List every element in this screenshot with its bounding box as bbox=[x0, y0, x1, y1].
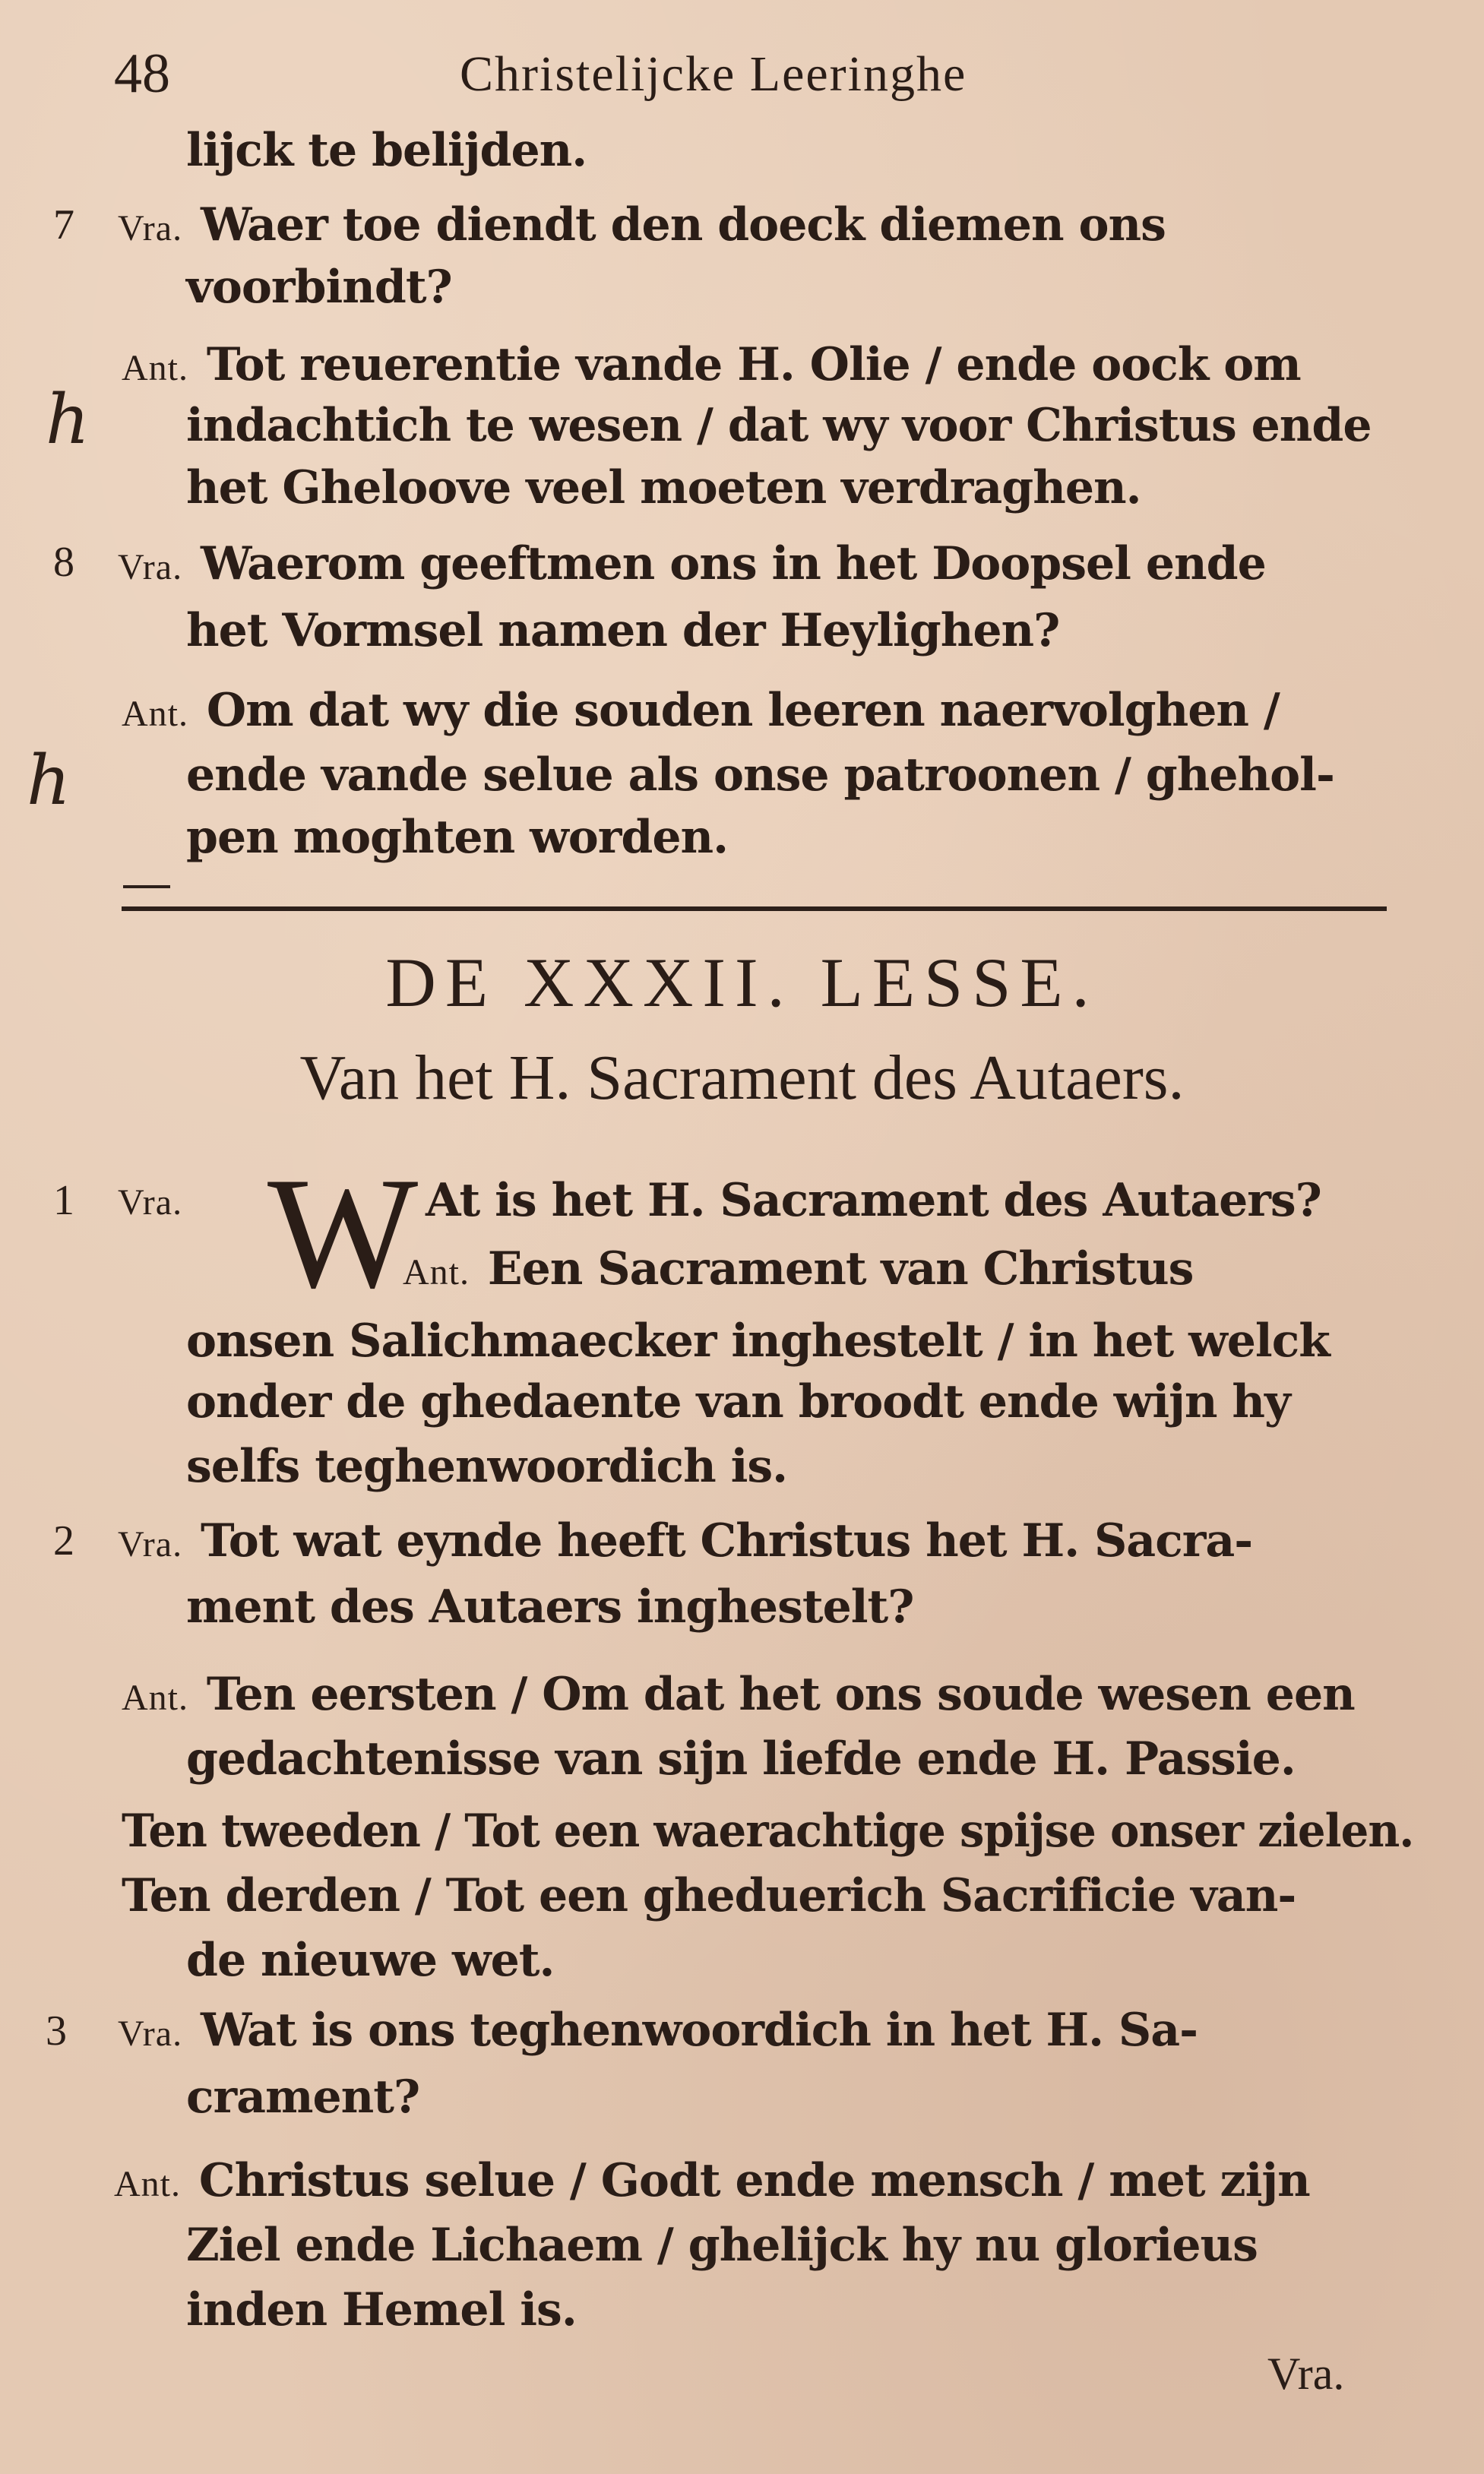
answer-line bbox=[122, 1668, 1355, 1721]
extra-line: Ten derden / Tot een gheduerich Sacrificie van- bbox=[122, 1869, 1296, 1922]
question-text: het Vormsel namen der Heylighen? bbox=[186, 604, 1060, 657]
question-label: Vra. bbox=[118, 1182, 183, 1223]
item-number: 3 bbox=[46, 2007, 67, 2055]
item-number: 8 bbox=[53, 539, 74, 586]
answer-text: gedachtenisse van sijn liefde ende H. Passie. bbox=[186, 1732, 1296, 1786]
answer-text: pen moghten worden. bbox=[186, 811, 729, 864]
answer-text: het Gheloove veel moeten verdraghen. bbox=[186, 461, 1141, 514]
lesson-subtitle: Van het H. Sacrament des Autaers. bbox=[299, 1042, 1185, 1113]
marginal-annotation: h bbox=[27, 741, 71, 821]
answer-text: Om dat wy die souden leeren naervolghen / bbox=[206, 684, 1280, 737]
question-line bbox=[118, 198, 1166, 252]
answer-line bbox=[403, 1242, 1194, 1296]
question-text: At is het H. Sacrament des Autaers? bbox=[426, 1174, 1321, 1227]
question-text: crament? bbox=[186, 2071, 420, 2124]
question-text: ment des Autaers inghestelt? bbox=[186, 1580, 914, 1634]
item-number: 2 bbox=[53, 1517, 74, 1564]
extra-line: de nieuwe wet. bbox=[186, 1934, 555, 1987]
answer-label: Ant. bbox=[122, 1678, 188, 1718]
question-text: Waerom geeftmen ons in het Doopsel ende bbox=[200, 537, 1266, 590]
question-text: voorbindt? bbox=[186, 261, 452, 314]
answer-text: ende vande selue als onse patroonen / ghehol- bbox=[186, 748, 1334, 802]
question-label: Vra. bbox=[118, 547, 183, 587]
question-label: Vra. bbox=[118, 1524, 183, 1564]
question-label: Vra. bbox=[118, 2014, 183, 2054]
answer-label: Ant. bbox=[114, 2164, 181, 2204]
question-text: Tot wat eynde heeft Christus het H. Sacra- bbox=[200, 1514, 1253, 1568]
answer-text: inden Hemel is. bbox=[186, 2283, 577, 2336]
section-divider bbox=[122, 906, 1387, 911]
question-text: Waer toe diendt den doeck diemen ons bbox=[200, 198, 1166, 252]
answer-text: Ziel ende Lichaem / ghelijck hy nu glorieus bbox=[186, 2219, 1258, 2272]
item-number: 7 bbox=[53, 201, 74, 248]
answer-label: Ant. bbox=[122, 348, 188, 388]
catchword: Vra. bbox=[1267, 2349, 1345, 2399]
answer-line bbox=[122, 338, 1301, 391]
answer-text: Een Sacrament van Christus bbox=[487, 1242, 1194, 1296]
short-rule bbox=[123, 885, 170, 888]
answer-line bbox=[122, 684, 1280, 737]
continuation-line: lijck te belijden. bbox=[186, 124, 587, 177]
lesson-title: DE XXXII. LESSE. bbox=[385, 944, 1099, 1021]
answer-label: Ant. bbox=[403, 1252, 470, 1292]
running-title: Christelijcke Leeringhe bbox=[460, 46, 967, 102]
question-text: Wat is ons teghenwoordich in het H. Sa- bbox=[200, 2004, 1198, 2057]
answer-text: Christus selue / Godt ende mensch / met zijn bbox=[198, 2154, 1310, 2207]
answer-label: Ant. bbox=[122, 694, 188, 734]
question-label: Vra. bbox=[118, 208, 183, 248]
answer-text: onder de ghedaente van broodt ende wijn hy bbox=[186, 1375, 1290, 1428]
question-label-line bbox=[118, 1176, 185, 1222]
question-line bbox=[118, 1514, 1253, 1568]
answer-text: indachtich te wesen / dat wy voor Christus ende bbox=[186, 399, 1372, 452]
answer-text: onsen Salichmaecker inghestelt / in het welck bbox=[186, 1315, 1330, 1368]
answer-text: Ten eersten / Om dat het ons soude wesen een bbox=[206, 1668, 1355, 1721]
item-number: 1 bbox=[53, 1177, 74, 1224]
question-line bbox=[118, 2004, 1198, 2057]
page-header bbox=[114, 42, 1406, 118]
answer-text: Tot reuerentie vande H. Olie / ende oock om bbox=[206, 338, 1301, 391]
question-line bbox=[118, 537, 1266, 590]
answer-text: selfs teghenwoordich is. bbox=[186, 1440, 788, 1493]
page-number: 48 bbox=[114, 43, 170, 105]
extra-line: Ten tweeden / Tot een waerachtige spijse onser zielen. bbox=[122, 1805, 1414, 1858]
answer-line bbox=[114, 2154, 1310, 2207]
drop-cap: W bbox=[267, 1145, 419, 1321]
marginal-annotation: h bbox=[46, 380, 90, 460]
